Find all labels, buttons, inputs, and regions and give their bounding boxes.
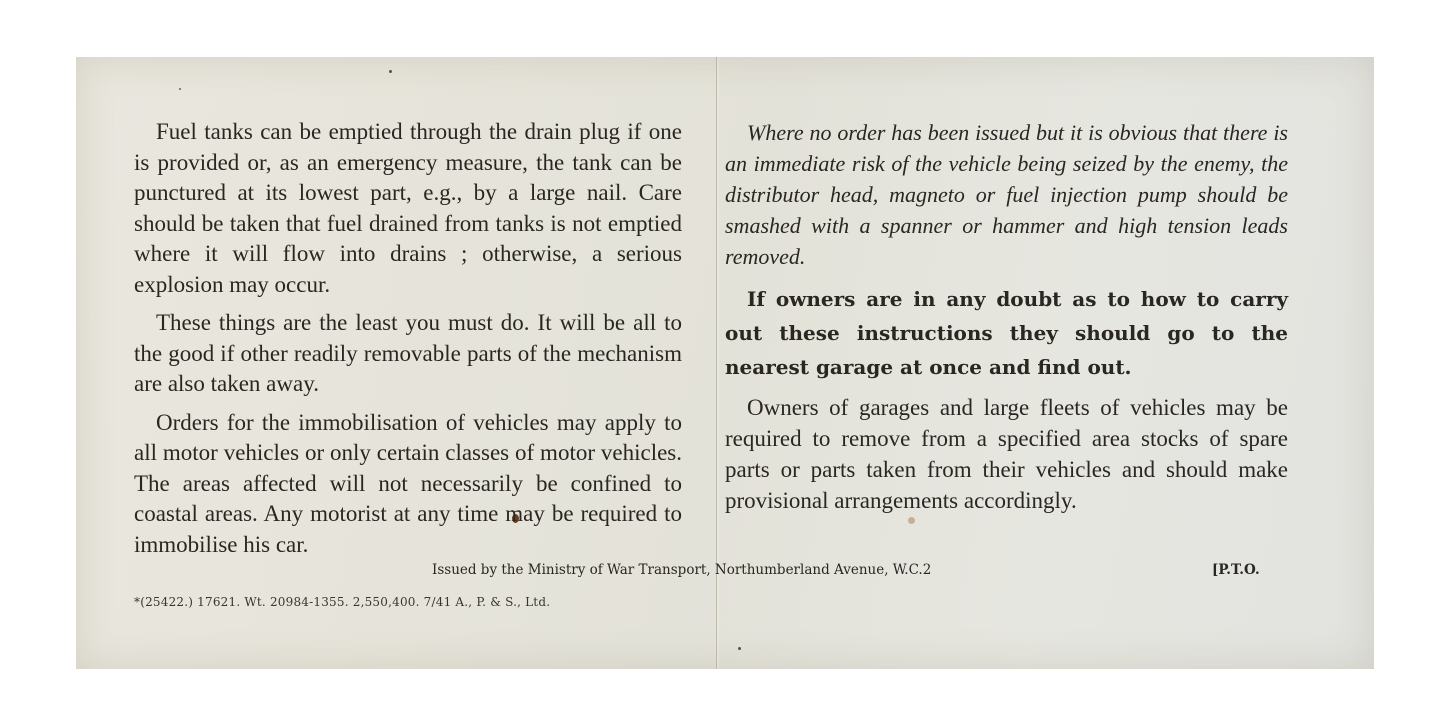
paragraph-garage-owners: Owners of garages and large fleets of vehicles may be required to remove from a specified area stocks of spare parts or parts taken from their vehicles and should make provisional arrangements accordingly. xyxy=(725,395,1288,513)
right-column xyxy=(725,117,1288,516)
stain-speck xyxy=(908,517,915,524)
left-column xyxy=(134,117,682,560)
paragraph-orders-immobilisation: Orders for the immobilisation of vehicles may apply to all motor vehicles or only certain classes of motor vehicles. The areas affected will not necessarily be confined to coastal areas. Any motorist at any time may be required to immobilise his car. xyxy=(134,409,682,557)
please-turn-over: [P.T.O. xyxy=(1212,562,1260,578)
paragraph-owners-in-doubt: If owners are in any doubt as to how to carry out these instructions they should go to the nearest garage at once and find out. xyxy=(725,287,1288,379)
paragraph-least-you-must-do: These things are the least you must do. It will be all to the good if other readily removable parts of the mechanism are also taken away. xyxy=(134,310,682,396)
leaflet-sheet xyxy=(76,57,1374,669)
paragraph-risk-of-seizure: Where no order has been issued but it is obvious that there is an immediate risk of the vehicle being seized by the enemy, the distributor head, magneto or fuel injection pump should be smashed with a spanner or hammer and high tension leads removed. xyxy=(725,120,1288,269)
printer-code-line: *(25422.) 17621. Wt. 20984-1355. 2,550,400. 7/41 A., P. & S., Ltd. xyxy=(134,595,551,609)
issued-by-line: Issued by the Ministry of War Transport, Northumberland Avenue, W.C.2 xyxy=(432,562,932,578)
dust-speck xyxy=(738,647,741,650)
dust-speck xyxy=(179,88,181,90)
dust-speck xyxy=(389,70,392,73)
paragraph-fuel-tanks: Fuel tanks can be emptied through the drain plug if one is provided or, as an emergency measure, the tank can be punctured at its lowest part, e.g., by a large nail. Care should be taken that fuel drained from tanks is not emptied where it will flow into drains ; otherwise, a serious explosion may occur. xyxy=(134,119,682,297)
